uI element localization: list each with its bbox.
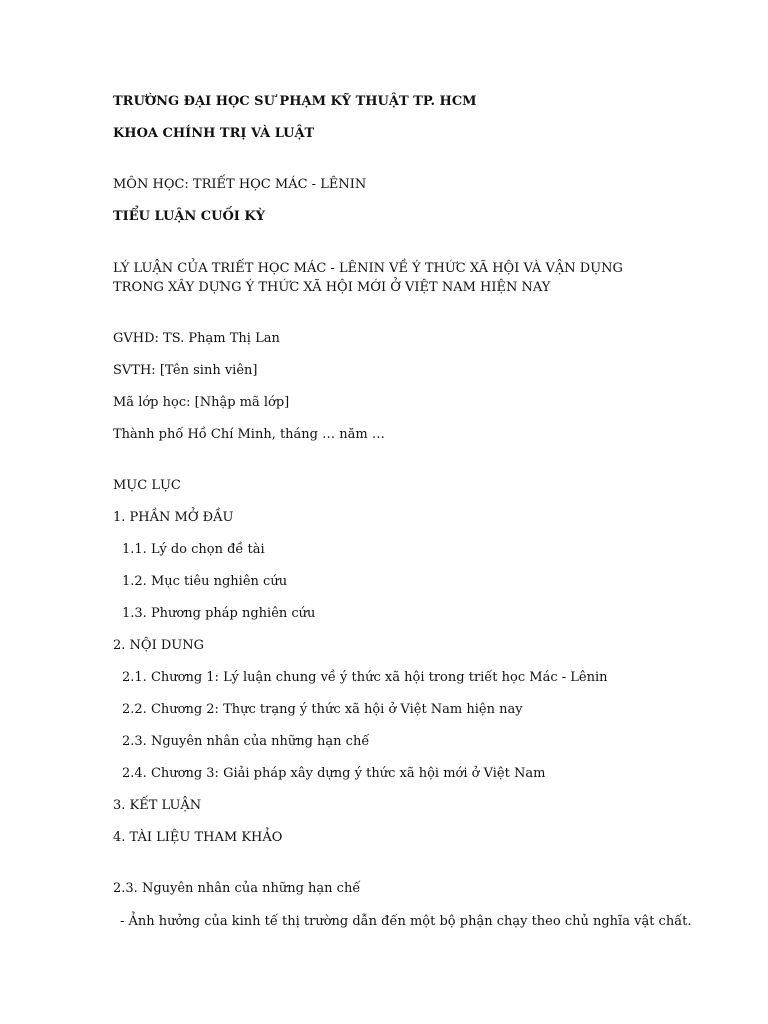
- toc-item: 2.3. Nguyên nhân của những hạn chế: [122, 734, 370, 749]
- document-type: TIỂU LUẬN CUỐI KỲ: [113, 209, 265, 224]
- toc-item: 4. TÀI LIỆU THAM KHẢO: [113, 830, 283, 845]
- university-name: TRƯỜNG ĐẠI HỌC SƯ PHẠM KỸ THUẬT TP. HCM: [113, 94, 477, 109]
- toc-title: MỤC LỤC: [113, 478, 181, 493]
- toc-item: 2.4. Chương 3: Giải pháp xây dựng ý thức xã hội mới ở Việt Nam: [122, 766, 546, 781]
- toc-item: 3. KẾT LUẬN: [113, 798, 202, 813]
- toc-item: 1. PHẦN MỞ ĐẦU: [113, 510, 234, 525]
- toc-item: 1.3. Phương pháp nghiên cứu: [122, 606, 316, 621]
- section-heading: 2.3. Nguyên nhân của những hạn chế: [113, 881, 361, 896]
- section-bullet: - Ảnh hưởng của kinh tế thị trường dẫn đến một bộ phận chạy theo chủ nghĩa vật chất.: [120, 914, 692, 929]
- topic-title: LÝ LUẬN CỦA TRIẾT HỌC MÁC - LÊNIN VỀ Ý THỨC XÃ HỘI VÀ VẬN DỤNG TRONG XÂY DỰNG Ý THỨC XÃ HỘI MỚI Ở VIỆT NAM HIỆN NAY: [113, 261, 623, 295]
- toc-item: 2.2. Chương 2: Thực trạng ý thức xã hội ở Việt Nam hiện nay: [122, 702, 523, 717]
- course-name: MÔN HỌC: TRIẾT HỌC MÁC - LÊNIN: [113, 177, 367, 192]
- student: SVTH: [Tên sinh viên]: [113, 363, 258, 378]
- advisor: GVHD: TS. Phạm Thị Lan: [113, 331, 280, 346]
- class-code: Mã lớp học: [Nhập mã lớp]: [113, 395, 290, 410]
- place-date: Thành phố Hồ Chí Minh, tháng … năm …: [113, 427, 385, 442]
- toc-item: 2.1. Chương 1: Lý luận chung về ý thức xã hội trong triết học Mác - Lênin: [122, 670, 608, 685]
- toc-item: 1.2. Mục tiêu nghiên cứu: [122, 574, 288, 589]
- faculty-name: KHOA CHÍNH TRỊ VÀ LUẬT: [113, 126, 315, 141]
- toc-item: 1.1. Lý do chọn đề tài: [122, 542, 265, 557]
- toc-item: 2. NỘI DUNG: [113, 638, 204, 653]
